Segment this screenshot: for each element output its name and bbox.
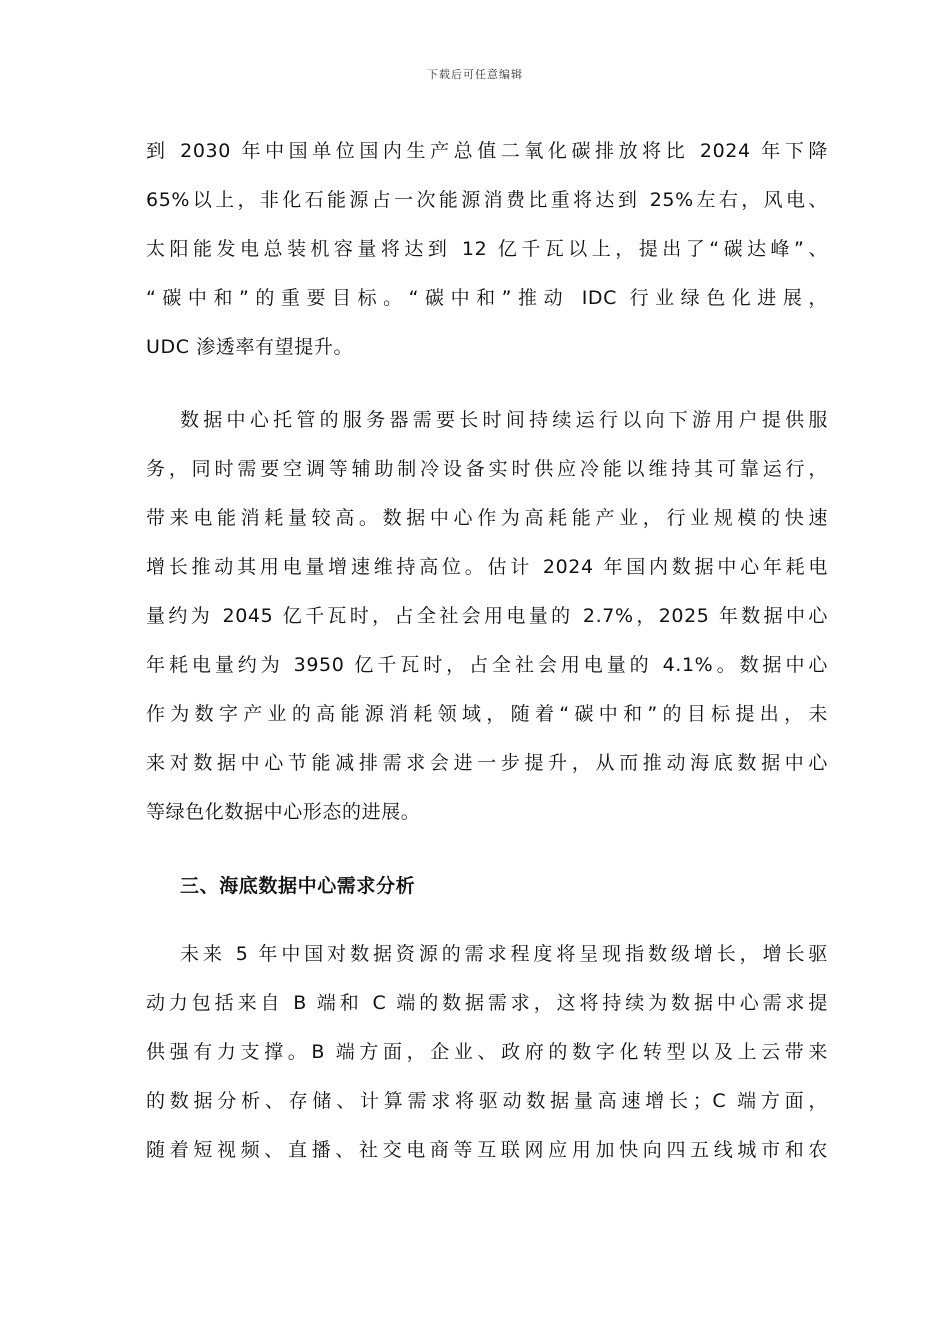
text-line: 太阳能发电总装机容量将达到 12 亿千瓦以上，提出了“碳达峰”、 (146, 238, 828, 260)
text-line: 65%以上，非化石能源占一次能源消费比重将达到 25%左右，风电、 (146, 189, 828, 211)
text-line: 数据中心托管的服务器需要长时间持续运行以向下游用户提供服 (180, 409, 828, 431)
text-line: 增长推动其用电量增速维持高位。估计 2024 年国内数据中心年耗电 (146, 556, 828, 578)
text-line: 等绿色化数据中心形态的进展。 (146, 801, 421, 823)
paragraph-3 (146, 930, 828, 1175)
text-line: 的数据分析、存储、计算需求将驱动数据量高速增长；C 端方面， (146, 1090, 828, 1112)
text-line: 来对数据中心节能减排需求会进一步提升，从而推动海底数据中心 (146, 752, 828, 774)
text-line: 务，同时需要空调等辅助制冷设备实时供应冷能以维持其可靠运行， (146, 458, 828, 480)
text-line: 量约为 2045 亿千瓦时，占全社会用电量的 2.7%，2025 年数据中心 (146, 605, 828, 627)
text-line: 供强有力支撑。B 端方面，企业、政府的数字化转型以及上云带来 (146, 1041, 828, 1063)
header-note: 下载后可任意编辑 (427, 68, 523, 81)
paragraph-2 (146, 396, 828, 837)
paragraph-1 (146, 127, 828, 372)
text-line: 动力包括来自 B 端和 C 端的数据需求，这将持续为数据中心需求提 (146, 992, 828, 1014)
text-line: 带来电能消耗量较高。数据中心作为高耗能产业，行业规模的快速 (146, 507, 828, 529)
text-line: 未来 5 年中国对数据资源的需求程度将呈现指数级增长，增长驱 (180, 943, 828, 965)
text-line: 作为数字产业的高能源消耗领域，随着“碳中和”的目标提出，未 (146, 703, 828, 725)
text-line: 随着短视频、直播、社交电商等互联网应用加快向四五线城市和农 (146, 1139, 828, 1161)
text-line: 到 2030 年中国单位国内生产总值二氧化碳排放将比 2024 年下降 (146, 140, 828, 162)
text-line: “碳中和”的重要目标。“碳中和”推动 IDC 行业绿色化进展， (146, 287, 828, 309)
text-line: 年耗电量约为 3950 亿千瓦时，占全社会用电量的 4.1%。数据中心 (146, 654, 828, 676)
text-line: UDC 渗透率有望提升。 (146, 336, 354, 358)
section-heading: 三、海底数据中心需求分析 (180, 875, 416, 897)
